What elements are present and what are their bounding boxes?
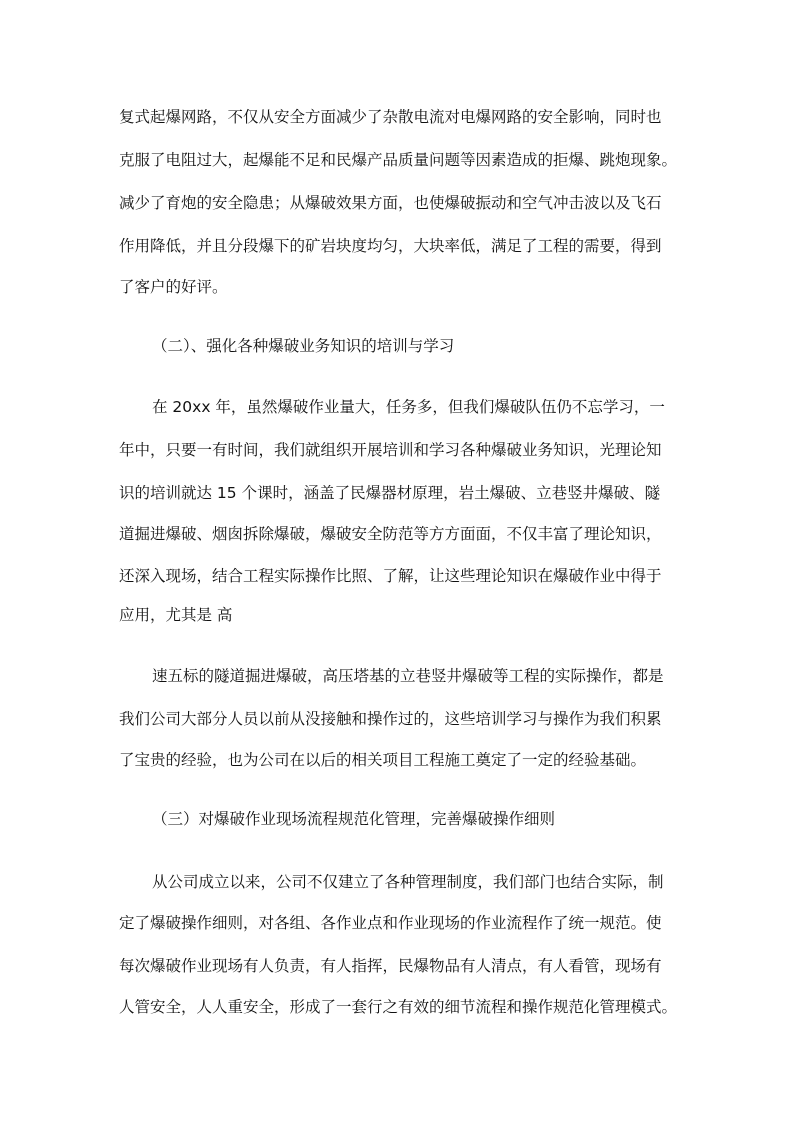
section-heading-3: （三）对爆破作业现场流程规范化管理，完善爆破操作细则 <box>152 810 556 828</box>
paragraph-2-line: 年中，只要一有时间，我们就组织开展培训和学习各种爆破业务知识，光理论知 <box>119 441 662 459</box>
paragraph-2-line: 在 20xx 年，虽然爆破作业量大，任务多，但我们爆破队伍仍不忘学习，一 <box>152 398 665 416</box>
paragraph-1-line: 复式起爆网路，不仅从安全方面减少了杂散电流对电爆网路的安全影响，同时也 <box>119 108 662 126</box>
paragraph-2-line: 还深入现场，结合工程实际操作比照、了解，让这些理论知识在爆破作业中得于 <box>119 567 662 585</box>
paragraph-2-line: 识的培训就达 15 个课时，涵盖了民爆器材原理，岩土爆破、立巷竖井爆破、隧 <box>119 484 661 502</box>
paragraph-1-line: 减少了育炮的安全隐患；从爆破效果方面，也使爆破振动和空气冲击波以及飞石 <box>119 194 662 212</box>
paragraph-1-line: 作用降低，并且分段爆下的矿岩块度均匀，大块率低，满足了工程的需要，得到 <box>119 237 662 255</box>
paragraph-4-line: 每次爆破作业现场有人负责，有人指挥，民爆物品有人清点，有人看管，现场有 <box>119 957 662 975</box>
paragraph-3-line: 速五标的隧道掘进爆破，高压塔基的立巷竖井爆破等工程的实际操作，都是 <box>152 667 664 685</box>
paragraph-1-line: 克服了电阻过大，起爆能不足和民爆产品质量问题等因素造成的拒爆、跳炮现象。 <box>119 151 678 169</box>
section-heading-2: （二）、强化各种爆破业务知识的培训与学习 <box>152 337 455 355</box>
paragraph-3-line: 了宝贵的经验，也为公司在以后的相关项目工程施工奠定了一定的经验基础。 <box>119 751 647 769</box>
paragraph-4-line: 人管安全，人人重安全，形成了一套行之有效的细节流程和操作规范化管理模式。 <box>119 998 678 1016</box>
paragraph-4-line: 从公司成立以来，公司不仅建立了各种管理制度，我们部门也结合实际，制 <box>152 873 664 891</box>
paragraph-3-line: 我们公司大部分人员以前从没接触和操作过的，这些培训学习与操作为我们积累 <box>119 710 662 728</box>
paragraph-4-line: 定了爆破操作细则，对各组、各作业点和作业现场的作业流程作了统一规范。使 <box>119 914 662 932</box>
paragraph-2-line: 道掘进爆破、烟囱拆除爆破，爆破安全防范等方方面面，不仅丰富了理论知识， <box>119 525 662 543</box>
paragraph-2-line: 应用，尤其是 高 <box>119 606 233 624</box>
paragraph-1-line: 了客户的好评。 <box>119 278 228 296</box>
